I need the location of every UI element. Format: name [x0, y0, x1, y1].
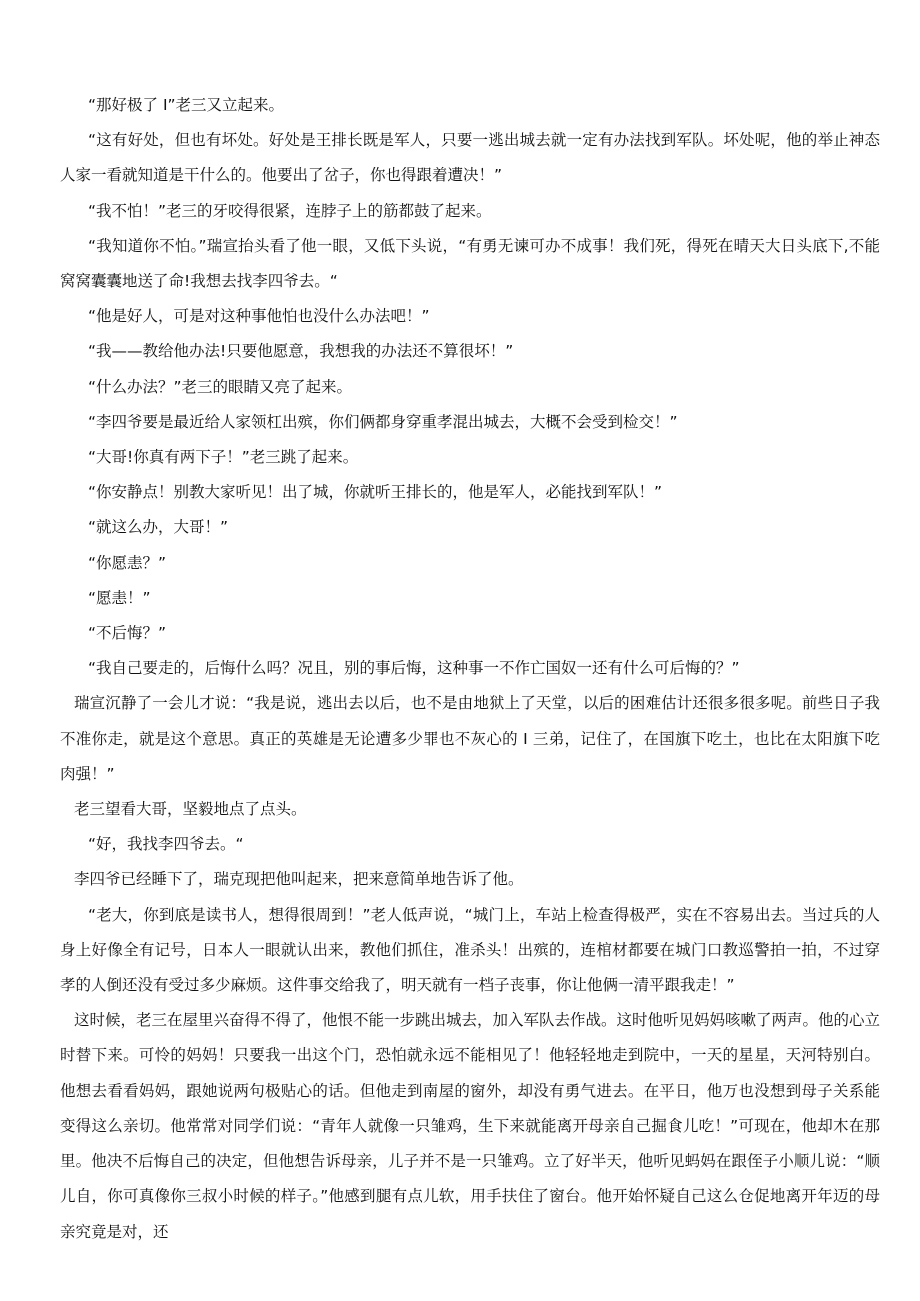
paragraph-5: “他是好人，可是对这种事他怕也没什么办法吧！”	[88, 307, 430, 326]
paragraph-21: 这时候，老三在屋里兴奋得不得了，他恨不能一步跳出城去，加入军队去作战。这时他听见妈妈咳嗽了两声。他的心立时替下来。可怜的妈妈！只要我一出这个门，恐怕就永远不能相见了！他轻轻地走到院中，一天的星星，天河特别白。他想去看看妈妈，跟她说两句极贴心的话。但他走到南屋的窗外，却没有勇气进去。在平日，他万也没想到母子关系能变得这么亲切。他常常对同学们说：“青年人就像一只雏鸡，生下来就能离开母亲自己掘食儿吃！”可现在，他却木在那里。他决不后悔自己的决定，但他想告诉母亲，儿子并不是一只雏鸡。立了好半天，他听见蚂妈在跟侄子小顺儿说：“顺儿自，你可真像你三叔小时候的样子。”他感到腿有点儿软，用手扶住了窗台。他开始怀疑自己这么仓促地离开年迈的母亲究竟是对，还	[60, 1011, 881, 1241]
paragraph-3: “我不怕！”老三的牙咬得很紧，连脖子上的筋都鼓了起来。	[88, 201, 492, 220]
paragraph-17: 老三望看大哥，坚毅地点了点头。	[74, 800, 307, 819]
paragraph-13: “愿恚！”	[88, 588, 151, 607]
paragraph-1: “那好极了 I”老三又立起来。	[88, 96, 285, 114]
paragraph-12: “你愿恚？”	[88, 553, 167, 572]
paragraph-8: “李四爷要是最近给人家领杠出殡，你们俩都身穿重孝混出城去，大概不会受到检交！”	[88, 412, 678, 431]
paragraph-19: 李四爷已经睡下了，瑞克现把他叫起来，把来意简单地告诉了他。	[74, 870, 524, 889]
paragraph-6: “我——教给他办法!只要他愿意，我想我的办法还不算很坏！”	[88, 342, 514, 361]
paragraph-7: “什么办法？”老三的眼睛又亮了起来。	[88, 377, 353, 396]
paragraph-2: “这有好处，但也有坏处。好处是王排长既是军人，只要一逃出城去就一定有办法找到军队。坏处呢，他的举止神态人家一看就知道是干什么的。他要出了岔子，你也得跟着遭决！”	[60, 131, 880, 185]
paragraph-9: “大哥!你真有两下子！”老三跳了起来。	[88, 448, 359, 467]
paragraph-4: “我知道你不怕。”瑞宣抬头看了他一眼，又低下头说，“有勇无谏可办不成事！我们死，得死在晴天大日头底下,不能窝窝囊囊地送了命!我想去找李四爷去。“	[60, 236, 880, 291]
paragraph-14: “不后悔？”	[88, 624, 167, 643]
paragraph-18: “好，我找李四爷去。“	[88, 835, 244, 854]
paragraph-11: “就这么办，大哥！”	[88, 518, 229, 537]
paragraph-15: “我自己要走的，后悔什么吗？况且，别的事后悔，这种事一不作亡国奴一还有什么可后悔的？”	[88, 659, 740, 678]
article-body	[0, 88, 920, 1250]
paragraph-20: “老大，你到底是读书人，想得很周到！”老人低声说，“城门上，车站上检查得极严，实在不容易出去。当过兵的人身上好像全有记号，日本人一眼就认出来，教他们抓住，准杀头！出殡的，连棺材都要在城门口教巡警拍一拍，不过穿孝的人倒还没有受过多少麻烦。这件事交给我了，明天就有一档子丧事，你让他俩一清平跟我走！”	[60, 905, 880, 995]
paragraph-10: “你安静点！别教大家听见！出了城，你就听王排长的，他是军人，必能找到军队！”	[88, 483, 663, 502]
paragraph-16: 瑞宣沉静了一会儿才说：“我是说，逃出去以后，也不是由地狱上了天堂，以后的困难估计还很多很多呢。前些日子我不准你走，就是这个意思。真正的英雄是无论遭多少罪也不灰心的 I 三弟，记住了，在国旗下吃土，也比在太阳旗下吃肉强！”	[60, 694, 880, 783]
